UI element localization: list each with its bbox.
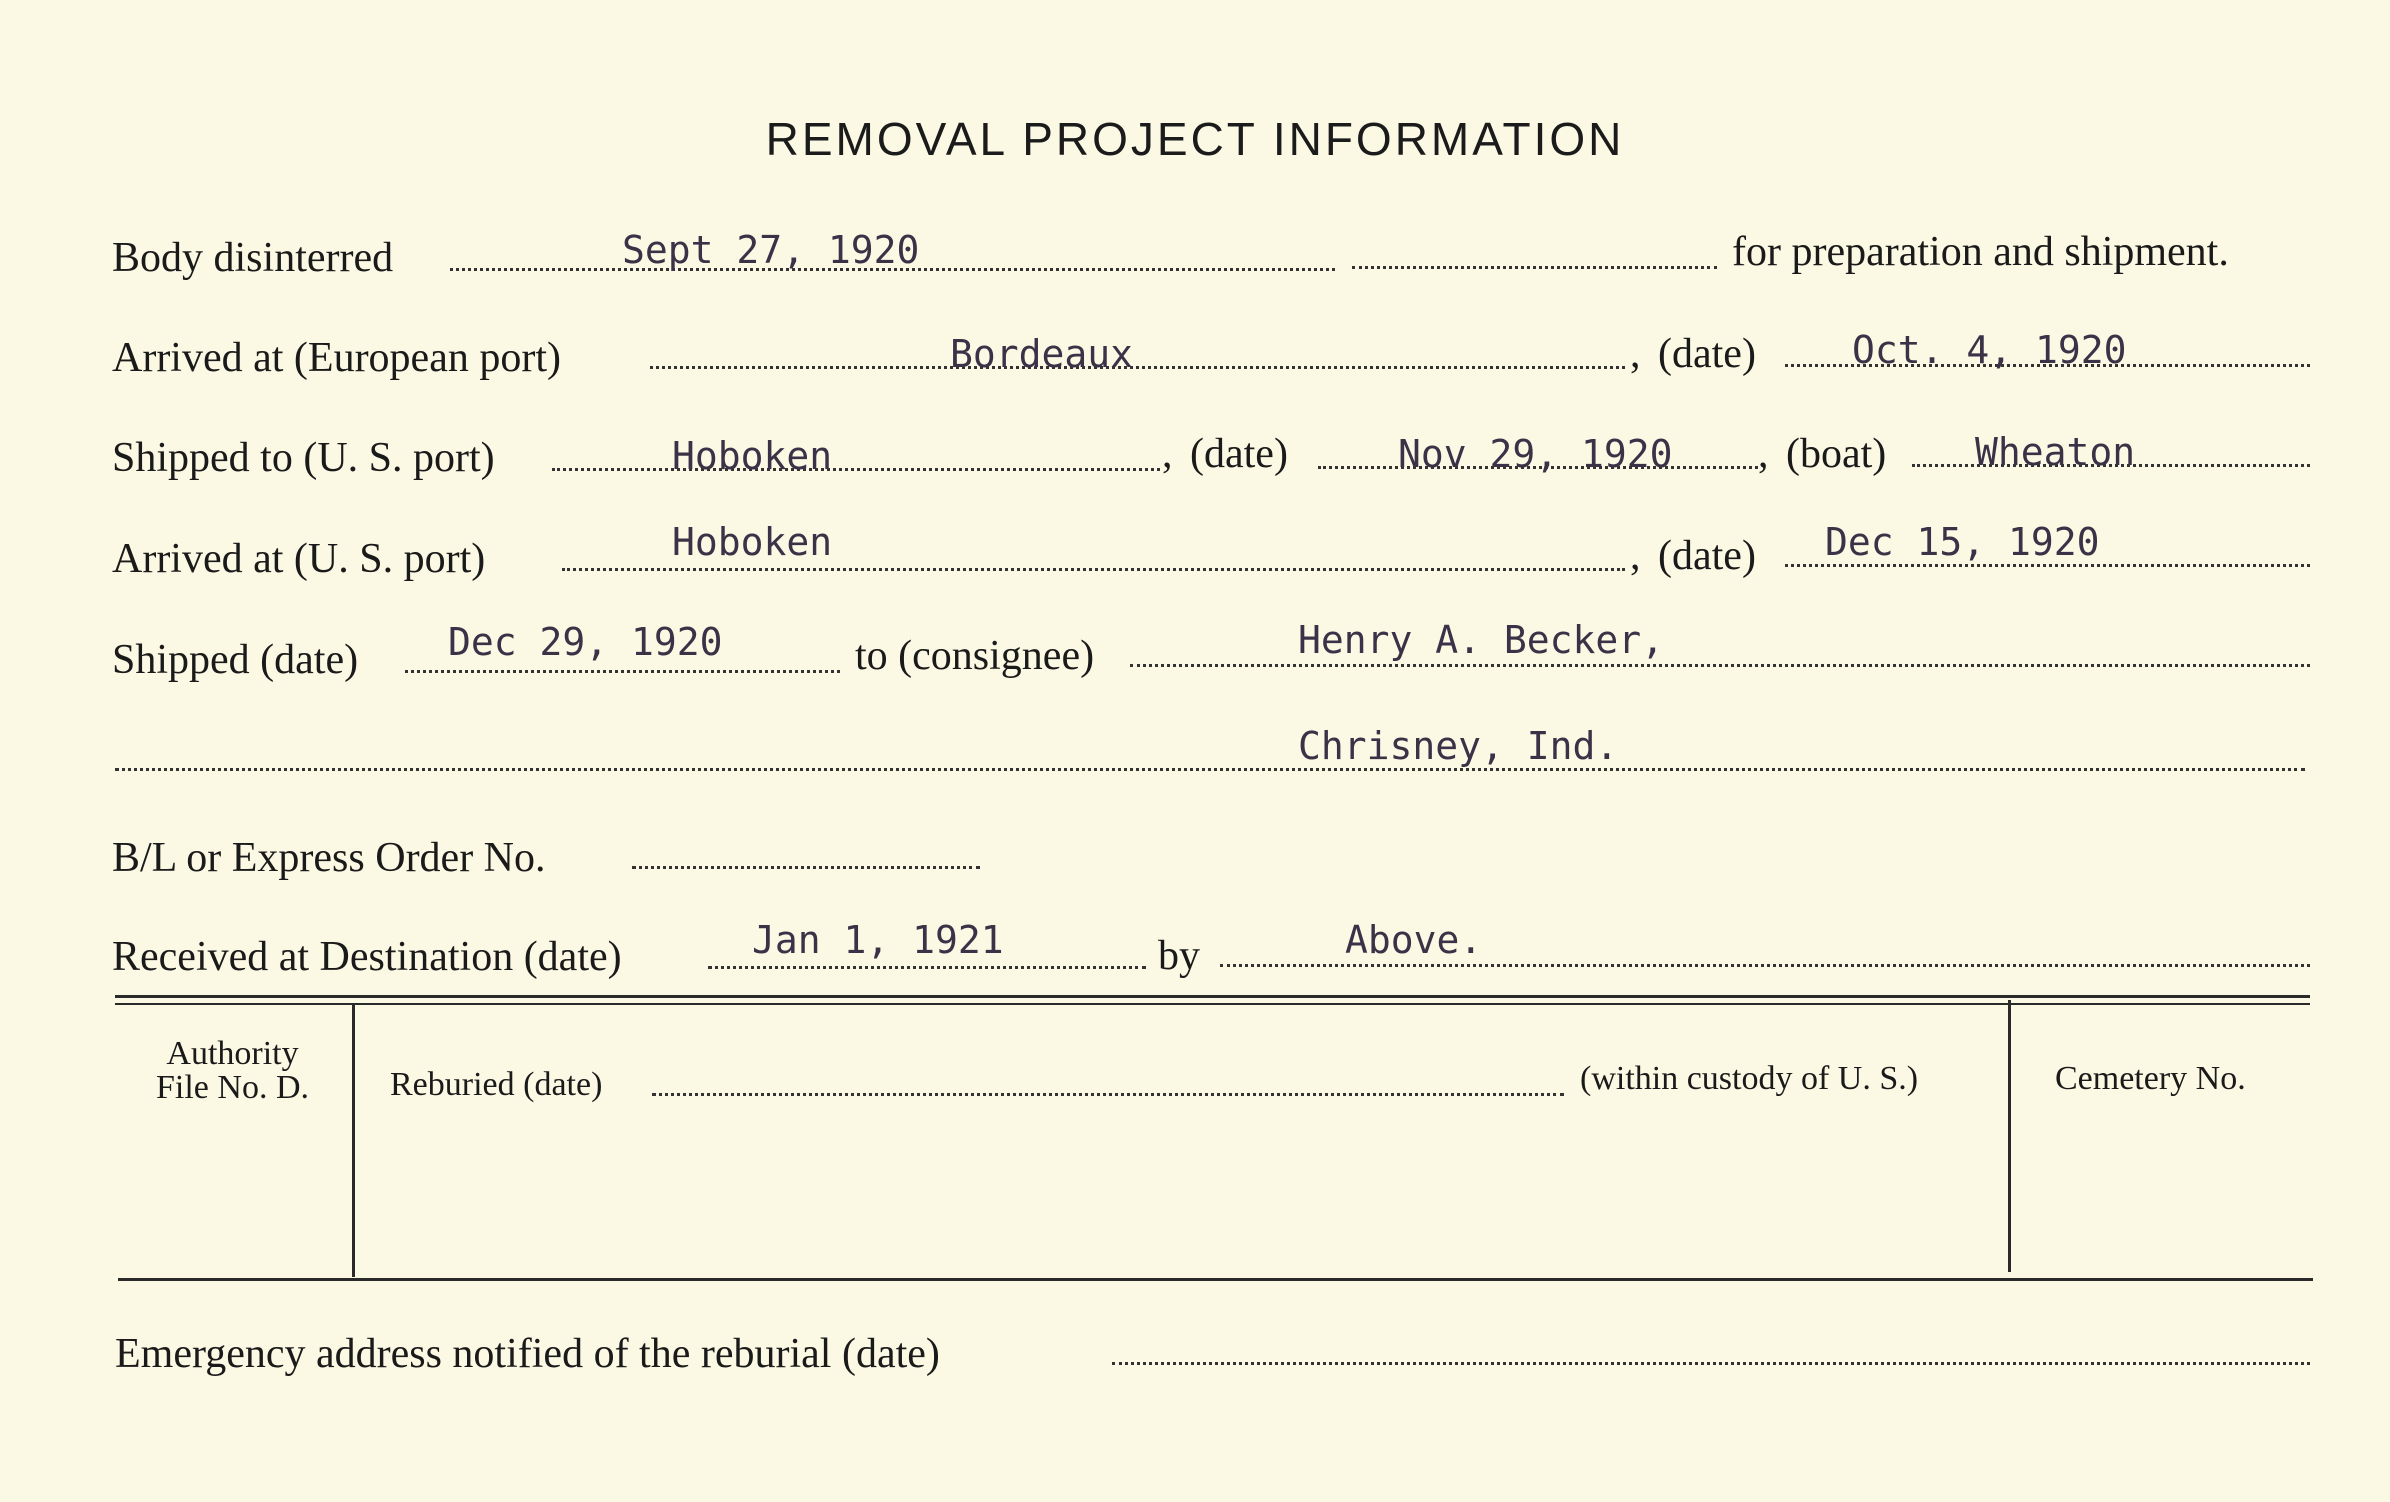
line-disinterred-extra: [1352, 266, 1717, 269]
label-emergency: Emergency address notified of the reburial (date): [115, 1331, 940, 1377]
line-bl-order: [632, 866, 980, 869]
line-us-port-arrived: [562, 568, 1625, 571]
label-received-destination: Received at Destination (date): [112, 934, 622, 980]
value-european-date: Oct. 4, 1920: [1852, 328, 2127, 372]
comma-2: ,: [1162, 431, 1173, 477]
line-shipped-date: [405, 670, 840, 673]
value-consignee-name: Henry A. Becker,: [1298, 618, 1665, 662]
line-consignee-address: [115, 768, 2305, 771]
value-us-port-shipped: Hoboken: [672, 434, 833, 478]
label-date-3: (date): [1658, 533, 1756, 579]
line-us-port-shipped: [552, 468, 1160, 471]
line-emergency-date: [1112, 1362, 2310, 1365]
line-reburied-date: [652, 1093, 1564, 1096]
double-rule-bottom: [115, 1003, 2310, 1005]
label-date-2: (date): [1190, 431, 1288, 477]
label-bl-order: B/L or Express Order No.: [112, 835, 546, 881]
label-date-1: (date): [1658, 331, 1756, 377]
value-received-date: Jan 1, 1921: [752, 918, 1004, 962]
line-received-date: [708, 966, 1146, 969]
form-title: REMOVAL PROJECT INFORMATION: [765, 113, 1625, 165]
line-received-by: [1220, 964, 2310, 967]
label-within-custody: (within custody of U. S.): [1580, 1060, 1919, 1097]
value-shipped-date: Dec 29, 1920: [448, 620, 723, 664]
value-disinterred-date: Sept 27, 1920: [622, 228, 920, 272]
label-body-disinterred: Body disinterred: [112, 235, 394, 281]
label-authority: Authority: [166, 1035, 299, 1072]
label-by: by: [1158, 933, 1200, 979]
box-bottom-rule: [118, 1278, 2313, 1281]
comma-4: ,: [1630, 533, 1641, 579]
vertical-divider-left: [352, 1005, 355, 1277]
value-us-arrival-date: Dec 15, 1920: [1825, 520, 2100, 564]
vertical-divider-right: [2008, 1000, 2011, 1272]
line-european-port: [650, 366, 1625, 369]
comma-3: ,: [1758, 431, 1769, 477]
label-arrived-us: Arrived at (U. S. port): [112, 536, 486, 582]
line-us-arrival-date: [1785, 564, 2310, 567]
label-arrived-european: Arrived at (European port): [112, 335, 561, 381]
comma-1: ,: [1630, 331, 1641, 377]
value-consignee-address: Chrisney, Ind.: [1298, 724, 1619, 768]
value-us-port-arrived: Hoboken: [672, 520, 833, 564]
label-cemetery-no: Cemetery No.: [2055, 1060, 2246, 1097]
label-to-consignee: to (consignee): [855, 633, 1095, 679]
label-shipped-date: Shipped (date): [112, 637, 359, 683]
value-received-by: Above.: [1345, 918, 1483, 962]
label-for-preparation: for preparation and shipment.: [1732, 229, 2229, 275]
value-european-port: Bordeaux: [950, 332, 1134, 376]
label-boat: (boat): [1786, 431, 1887, 477]
label-file-no: File No. D.: [156, 1069, 309, 1106]
line-consignee: [1130, 664, 2310, 667]
value-us-shipped-date: Nov 29, 1920: [1398, 432, 1673, 476]
double-rule-top: [115, 995, 2310, 998]
label-shipped-to-us: Shipped to (U. S. port): [112, 435, 495, 481]
label-reburied: Reburied (date): [390, 1066, 603, 1103]
value-boat: Wheaton: [1975, 430, 2136, 474]
